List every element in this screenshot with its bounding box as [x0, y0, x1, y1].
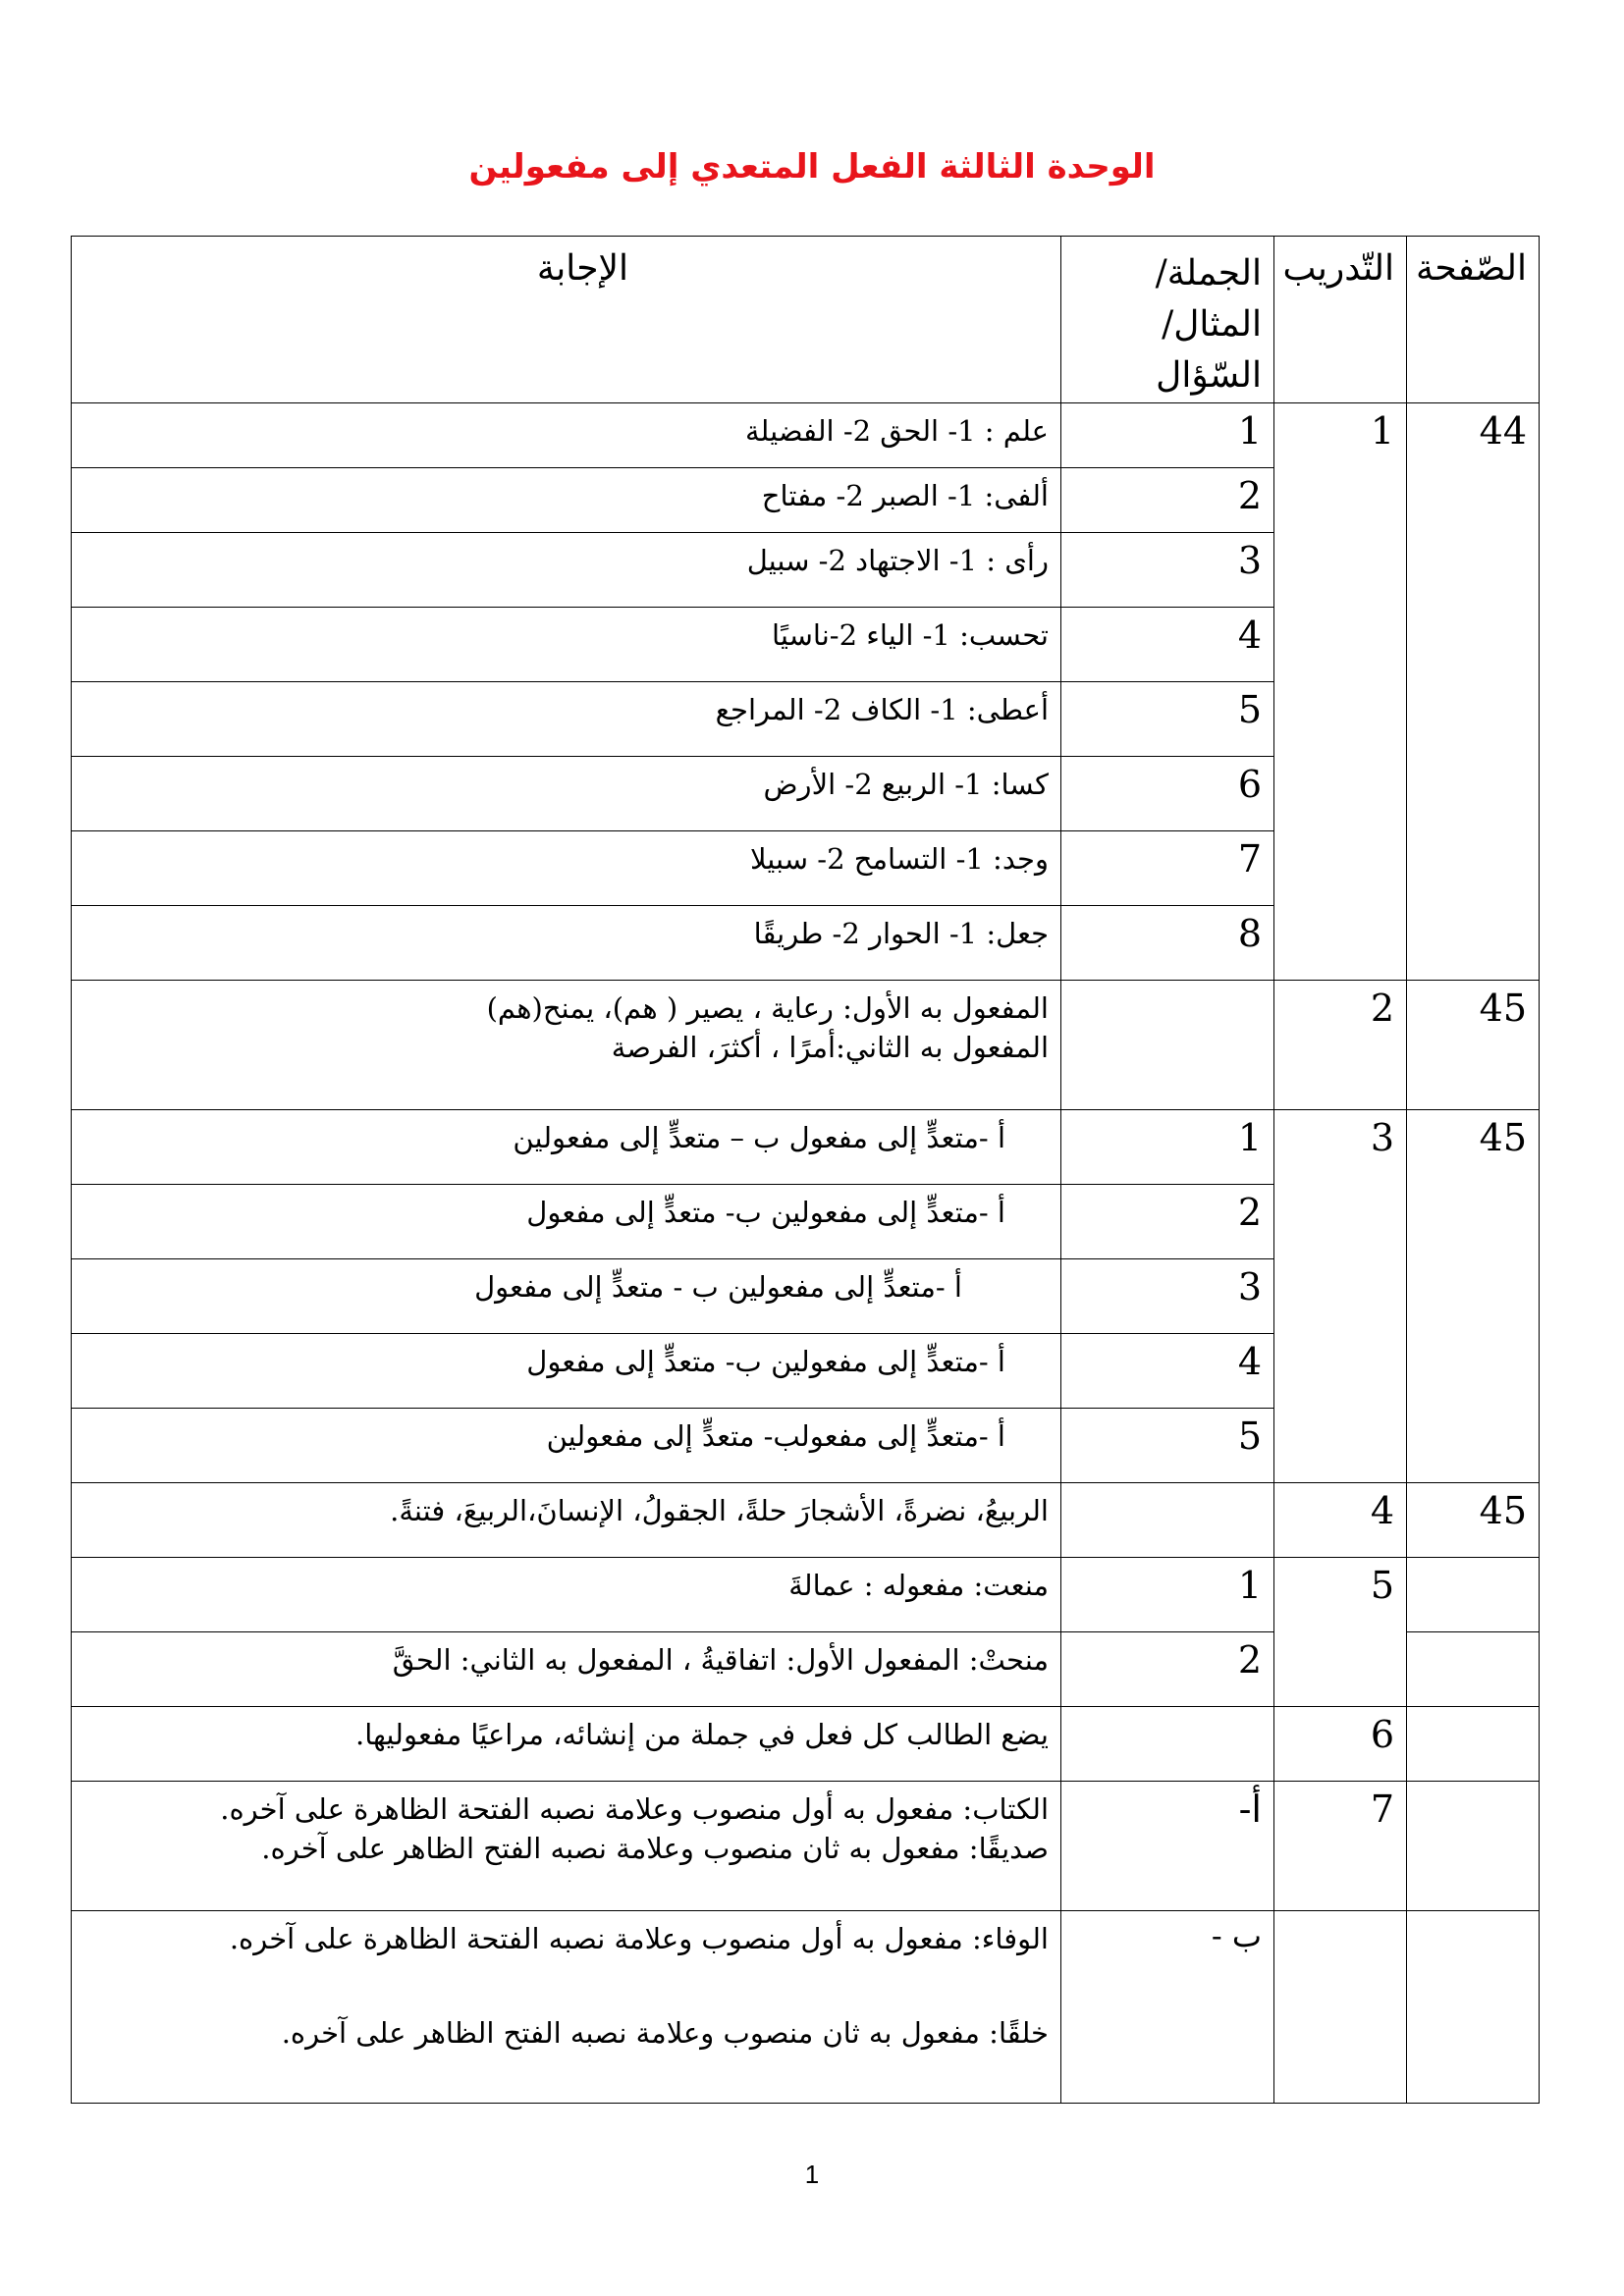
ex7-a-line1: الكتاب: مفعول به أول منصوب وعلامة نصبه الفتحة الظاهرة على آخره.	[220, 1791, 1049, 1826]
header-exercise: التّدريب	[1274, 237, 1407, 403]
ex3-a2: أ -متعدٍّ إلى مفعولين ب- متعدٍّ إلى مفعول	[72, 1184, 1061, 1258]
ex3-number: 3	[1274, 1109, 1407, 1482]
ex4-sentence-empty	[1061, 1482, 1274, 1557]
table-row	[72, 1482, 1540, 1557]
ex3-q4: 4	[1061, 1333, 1274, 1408]
header-page: الصّفحة	[1407, 237, 1540, 403]
ex3-a3: أ -متعدٍّ إلى مفعولين ب - متعدٍّ إلى مفعول	[72, 1258, 1061, 1333]
ex5-q1: 1	[1061, 1557, 1274, 1631]
ex7-a-label: أ-	[1061, 1781, 1274, 1910]
table-header-row	[72, 237, 1540, 403]
ex1-q3: 3	[1061, 532, 1274, 607]
ex1-a1: علم : 1- الحق 2- الفضيلة	[72, 402, 1061, 467]
table-row	[72, 1706, 1540, 1781]
ex1-q2: 2	[1061, 467, 1274, 532]
ex1-a4: تحسب: 1- الياء 2-ناسيًا	[72, 607, 1061, 681]
ex1-a2: ألفى: 1- الصبر 2- مفتاح	[72, 467, 1061, 532]
ex2-number: 2	[1274, 980, 1407, 1109]
ex7-page-empty	[1407, 1781, 1540, 1910]
ex7-b-line1: الوفاء: مفعول به أول منصوب وعلامة نصبه الفتحة الظاهرة على آخره.	[229, 1921, 1049, 1955]
ex1-a8: جعل: 1- الحوار 2- طريقًا	[72, 905, 1061, 980]
ex1-a7: وجد: 1- التسامح 2- سبيلا	[72, 830, 1061, 905]
ex2-page: 45	[1407, 980, 1540, 1109]
ex7b-number-empty	[1274, 1910, 1407, 2103]
ex5-page-empty-2	[1407, 1631, 1540, 1706]
ex2-line1: المفعول به الأول: رعاية ، يصير ( هم)، يمنح(هم)	[486, 990, 1049, 1025]
ex6-sentence-empty	[1061, 1706, 1274, 1781]
ex3-q2: 2	[1061, 1184, 1274, 1258]
header-sentence-line1: الجملة/	[1155, 253, 1262, 294]
ex7-b-label: ب -	[1061, 1910, 1274, 2103]
ex2-sentence-empty	[1061, 980, 1274, 1109]
ex4-number: 4	[1274, 1482, 1407, 1557]
table-row	[72, 1910, 1540, 2103]
header-answer: الإجابة	[72, 237, 1061, 403]
page-title: الوحدة الثالثة الفعل المتعدي إلى مفعولين	[468, 147, 1156, 187]
header-sentence-line2: المثال/السّؤال	[1156, 304, 1262, 397]
table-row	[72, 1109, 1540, 1184]
ex5-a2: منحتْ: المفعول الأول: اتفاقيةُ ، المفعول به الثاني: الحقَّ	[72, 1631, 1061, 1706]
ex1-a6: كسا: 1- الربيع 2- الأرض	[72, 756, 1061, 830]
ex7b-page-empty	[1407, 1910, 1540, 2103]
ex3-page: 45	[1407, 1109, 1540, 1482]
answers-table	[71, 236, 1540, 2104]
ex1-page: 44	[1407, 402, 1540, 980]
table-row	[72, 980, 1540, 1109]
ex6-answer: يضع الطالب كل فعل في جملة من إنشائه، مراعيًا مفعوليها.	[72, 1706, 1061, 1781]
ex2-line2: المفعول به الثاني:أمرًا ، أكثرَ، الفرصة	[611, 1031, 1049, 1065]
ex1-q5: 5	[1061, 681, 1274, 756]
ex1-a3: رأى : 1- الاجتهاد 2- سبيل	[72, 532, 1061, 607]
ex1-q4: 4	[1061, 607, 1274, 681]
ex3-q3: 3	[1061, 1258, 1274, 1333]
ex1-q1: 1	[1061, 402, 1274, 467]
ex6-page-empty	[1407, 1706, 1540, 1781]
ex3-a4: أ -متعدٍّ إلى مفعولين ب- متعدٍّ إلى مفعول	[72, 1333, 1061, 1408]
table-row	[72, 402, 1540, 467]
ex3-q1: 1	[1061, 1109, 1274, 1184]
header-sentence	[1061, 237, 1274, 403]
ex3-q5: 5	[1061, 1408, 1274, 1482]
ex6-number: 6	[1274, 1706, 1407, 1781]
ex5-q2: 2	[1061, 1631, 1274, 1706]
ex1-q6: 6	[1061, 756, 1274, 830]
ex2-answer	[72, 980, 1061, 1109]
ex5-page-empty	[1407, 1557, 1540, 1631]
ex7-number: 7	[1274, 1781, 1407, 1910]
ex7-b-answer	[72, 1910, 1061, 2103]
page-number: 1	[804, 2160, 820, 2189]
ex3-a1: أ -متعدٍّ إلى مفعول ب – متعدٍّ إلى مفعولين	[72, 1109, 1061, 1184]
ex7-a-answer	[72, 1781, 1061, 1910]
ex5-a1: منعت: مفعوله : عمالةَ	[72, 1557, 1061, 1631]
ex1-a5: أعطى: 1- الكاف 2- المراجع	[72, 681, 1061, 756]
table-row	[72, 1557, 1540, 1631]
ex1-q8: 8	[1061, 905, 1274, 980]
ex7-b-line2: خلقًا: مفعول به ثان منصوب وعلامة نصبه الفتح الظاهر على آخره.	[281, 2016, 1049, 2051]
ex1-number: 1	[1274, 402, 1407, 980]
ex4-answer: الربيعُ، نضرةً، الأشجارَ حلةً، الجقولُ، الإنسانَ،الربيعَ، فتنةً.	[72, 1482, 1061, 1557]
ex5-number: 5	[1274, 1557, 1407, 1706]
ex7-a-line2: صديقًا: مفعول به ثان منصوب وعلامة نصبه الفتح الظاهر على آخره.	[261, 1832, 1049, 1866]
ex1-q7: 7	[1061, 830, 1274, 905]
ex4-page: 45	[1407, 1482, 1540, 1557]
table-row	[72, 1781, 1540, 1910]
ex3-a5: أ -متعدٍّ إلى مفعولب- متعدٍّ إلى مفعولين	[72, 1408, 1061, 1482]
